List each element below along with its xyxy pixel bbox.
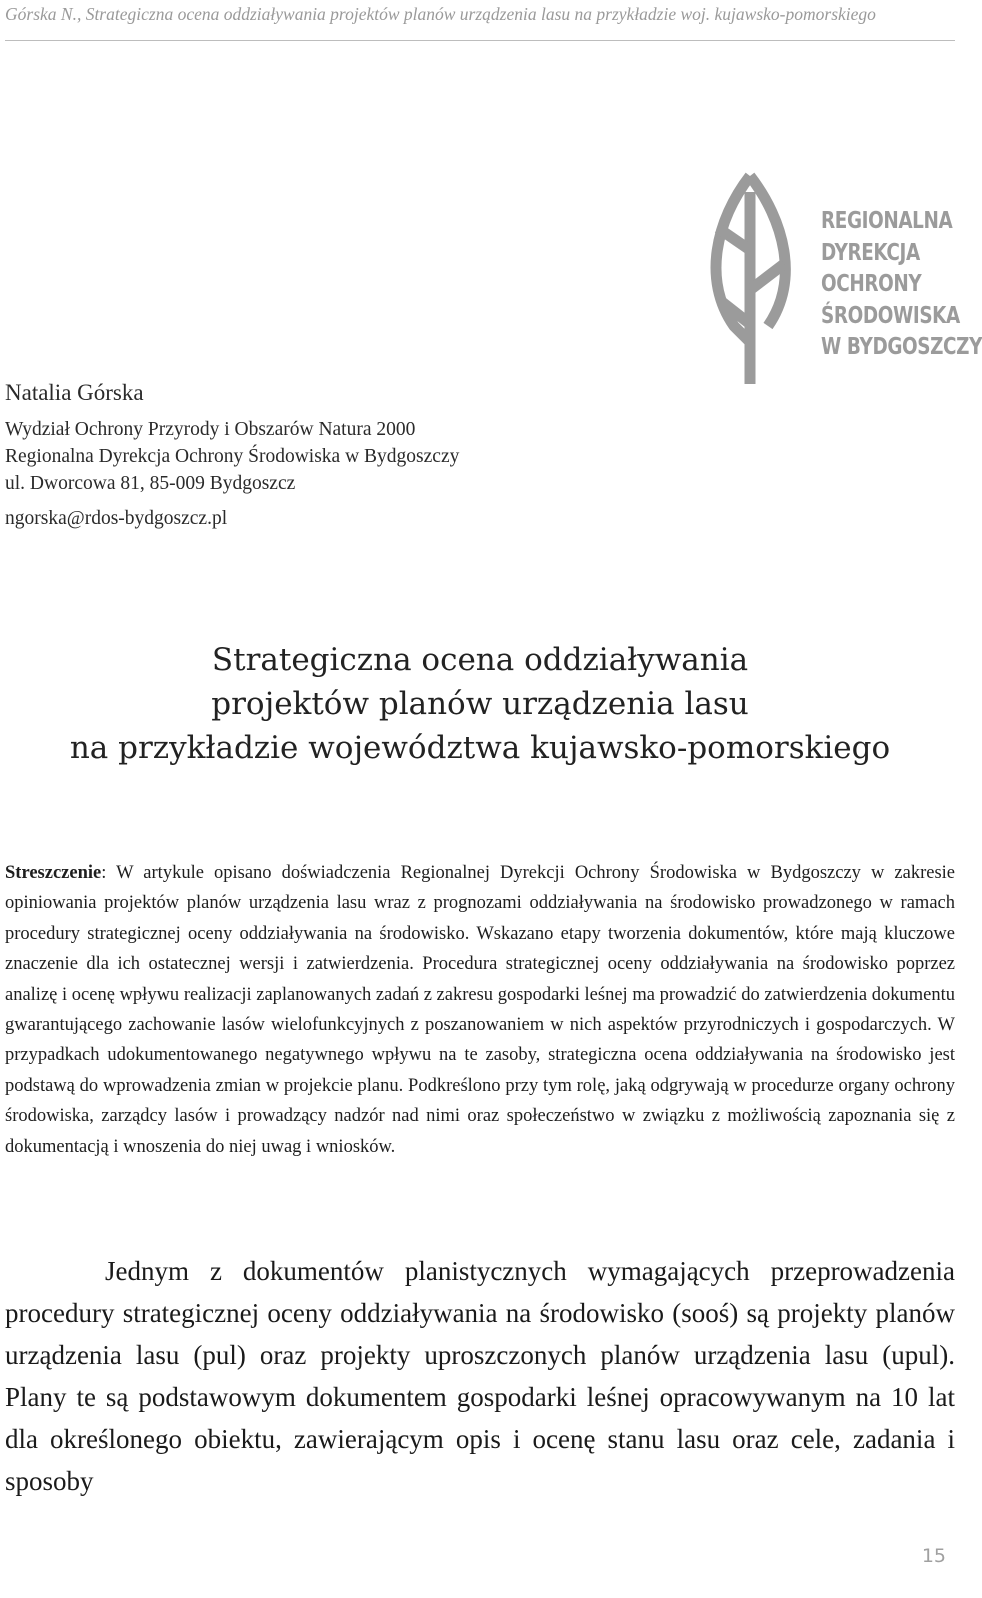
title-line-1: Strategiczna ocena oddziaływania (211, 642, 749, 678)
author-address: ul. Dworcowa 81, 85-009 Bydgoszcz (5, 473, 296, 494)
author-institution: Regionalna Dyrekcja Ochrony Środowiska w Bydgoszczy (5, 446, 460, 467)
abstract-label: Streszczenie (5, 863, 102, 883)
running-head: Górska N., Strategiczna ocena oddziaływania projektów planów urządzenia lasu na przykładzie woj. kujawsko-pomorskiego (5, 4, 876, 24)
abstract (5, 858, 955, 1162)
title-line-3: na przykładzie województwa kujawsko-pomorskiego (69, 730, 891, 766)
author-name: Natalia Górska (5, 380, 144, 405)
institution-logo (708, 172, 982, 384)
logo-wordmark (821, 206, 982, 364)
leaf-icon (708, 172, 818, 384)
author-department: Wydział Ochrony Przyrody i Obszarów Natura 2000 (5, 419, 416, 440)
title-line-2: projektów planów urządzenia lasu (211, 686, 749, 722)
page-number: 15 (921, 1545, 946, 1567)
logo-line: OCHRONY (821, 271, 922, 297)
logo-line: DYREKCJA (821, 239, 920, 266)
body-paragraph: Jednym z dokumentów planistycznych wymagających przeprowadzenia procedury strategicznej oceny oddziaływania na środowisko (sooś) są projekty planów urządzenia lasu (pul) oraz projekty uproszczonych planów urządzenia lasu (upul). Plany te są podstawowym dokumentem gospodarki leśnej opracowywanym na 10 lat dla określonego obiektu, zawierającym opis i ocenę stanu lasu oraz cele, zadania i sposoby (5, 1256, 955, 1496)
header-rule (5, 40, 955, 41)
abstract-text: : W artykule opisano doświadczenia Regionalnej Dyrekcji Ochrony Środowiska w Bydgoszczy w zakresie opiniowania projektów planów urządzenia lasu wraz z prognozami oddziaływania na środowisko prowadzonego w ramach procedury strategicznej oceny oddziaływania na środowisko. Wskazano etapy tworzenia dokumentów, które mają kluczowe znaczenie dla ich ostatecznej wersji i zatwierdzenia. Procedura strategicznej oceny oddziaływania na środowisko poprzez analizę i ocenę wpływu realizacji zaplanowanych zadań z zakresu gospodarki leśnej ma prowadzić do zatwierdzenia dokumentu gwarantującego zachowanie lasów wielofunkcyjnych z poszanowaniem w nich aspektów przyrodniczych i gospodarczych. W przypadkach udokumentowanego negatywnego wpływu na te zasoby, strategiczna ocena oddziaływania na środowisko jest podstawą do wprowadzenia zmian w projekcie planu. Podkreślono przy tym rolę, jaką odgrywają w procedurze organy ochrony środowiska, zarządcy lasów i prowadzący nadzór nad nimi oraz społeczeństwo w związku z możliwością zapoznania się z dokumentacją i wnoszenia do niej uwag i wniosków. (5, 863, 955, 1157)
logo-line: ŚRODOWISKA (821, 302, 960, 329)
logo-line: REGIONALNA (821, 208, 953, 234)
author-block (5, 380, 459, 532)
author-email: ngorska@rdos-bydgoszcz.pl (5, 508, 228, 529)
logo-line: W BYDGOSZCZY (821, 334, 982, 360)
article-title (0, 638, 960, 770)
